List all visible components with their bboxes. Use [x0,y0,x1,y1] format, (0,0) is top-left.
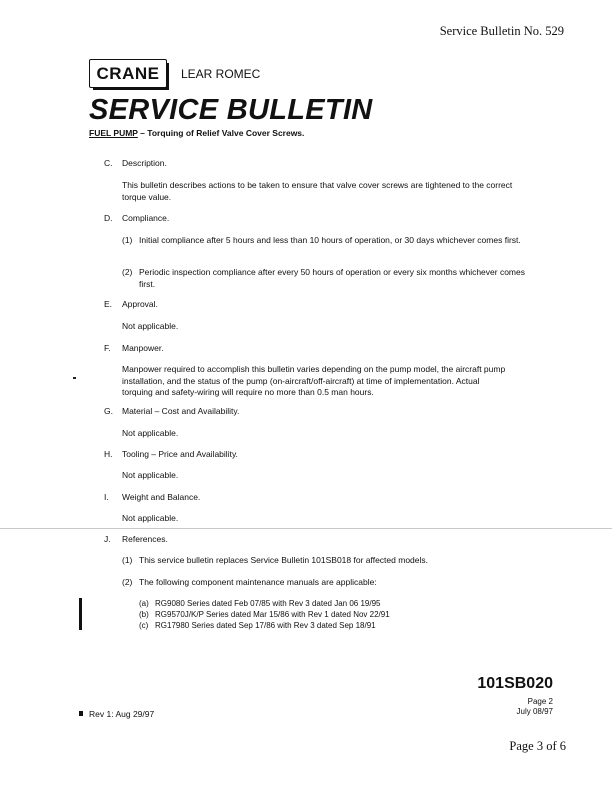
section-d-letter: D. [104,213,113,223]
section-g-letter: G. [104,406,113,416]
section-g-heading: Material – Cost and Availability. [122,406,240,416]
page-counter: Page 3 of 6 [509,739,566,753]
section-h-letter: H. [104,449,113,459]
section-e-body: Not applicable. [122,321,179,331]
reference-item-1-num: (1) [122,555,133,565]
internal-page-number: Page 2 [527,697,553,706]
section-j-heading: References. [122,534,168,544]
internal-date: July 08/97 [516,707,553,716]
reference-item-1-text: This service bulletin replaces Service Bulletin 101SB018 for affected models. [139,555,428,565]
manual-c-text: RG17980 Series dated Sep 17/86 with Rev 3 dated Sep 18/91 [155,621,376,630]
scan-speck [73,377,76,379]
crane-logo-text: CRANE [96,64,160,83]
revision-change-bar [79,598,82,630]
revision-note: Rev 1: Aug 29/97 [89,709,155,719]
section-e-heading: Approval. [122,299,158,309]
manual-b-text: RG9570J/K/P Series dated Mar 15/86 with Rev 1 dated Nov 22/91 [155,610,390,619]
section-c-letter: C. [104,158,113,168]
reference-item-2-text: The following component maintenance manuals are applicable: [139,577,377,587]
compliance-item-1-text: Initial compliance after 5 hours and less than 10 hours of operation, or 30 days whichever comes first. [139,235,521,245]
subtitle-rest: – Torquing of Relief Valve Cover Screws. [137,128,305,138]
manual-c-letter: (c) [139,621,149,630]
crane-logo [89,59,167,88]
manual-a-letter: (a) [139,599,149,608]
section-h-body: Not applicable. [122,470,179,480]
section-f-heading: Manpower. [122,343,164,353]
section-c-heading: Description. [122,158,167,168]
bulletin-number: Service Bulletin No. 529 [439,24,564,38]
reference-item-2-num: (2) [122,577,133,587]
section-j-letter: J. [104,534,111,544]
document-title: SERVICE BULLETIN [89,94,373,126]
compliance-item-1-num: (1) [122,235,133,245]
section-i-body: Not applicable. [122,513,179,523]
revision-marker [79,711,83,716]
section-d-heading: Compliance. [122,213,170,223]
logo-shadow-bottom [93,87,169,90]
section-f-letter: F. [104,343,111,353]
division-name: LEAR ROMEC [181,67,261,81]
scan-artifact-line [0,528,612,529]
compliance-item-2-num: (2) [122,267,133,277]
manual-a-text: RG9080 Series dated Feb 07/85 with Rev 3 dated Jan 06 19/95 [155,599,381,608]
logo-shadow-right [166,63,169,90]
section-g-body: Not applicable. [122,428,179,438]
section-c-body: This bulletin describes actions to be taken to ensure that valve cover screws are tightened to the correct torque value. [122,180,513,202]
section-e-letter: E. [104,299,113,309]
section-i-letter: I. [104,492,109,502]
section-h-heading: Tooling – Price and Availability. [122,449,238,459]
section-i-heading: Weight and Balance. [122,492,201,502]
subtitle-topic: FUEL PUMP [89,128,138,138]
manual-b-letter: (b) [139,610,149,619]
document-subtitle [89,128,304,138]
document-number: 101SB020 [477,675,553,692]
compliance-item-2-text: Periodic inspection compliance after every 50 hours of operation or every six months whichever comes first. [139,267,525,289]
section-f-body: Manpower required to accomplish this bulletin varies depending on the pump model, the aircraft pump installation, and the status of the pump (on-aircraft/off-aircraft) at time of implementation. Actual torquing and safety-wiring will require no more than 0.5 man hours. [122,364,506,397]
